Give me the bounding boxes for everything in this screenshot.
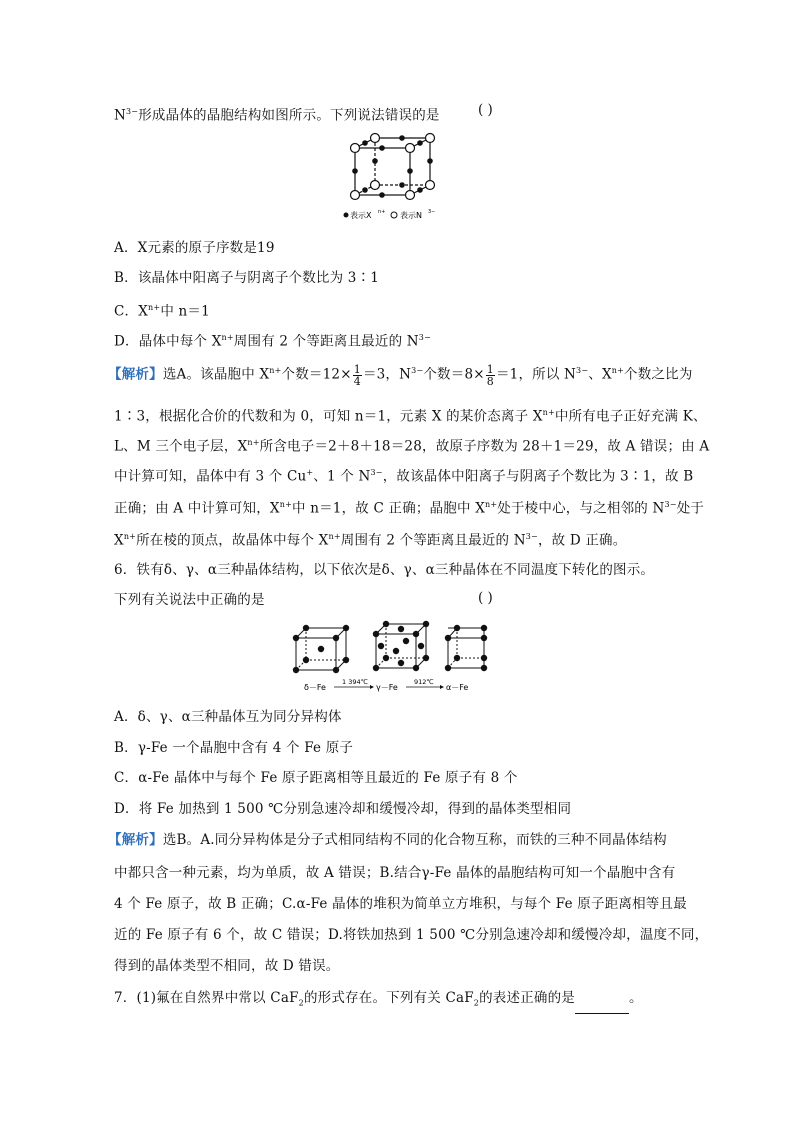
q6-answer-paren: ( ) bbox=[478, 590, 493, 606]
q6-analysis-line4: 近的 Fe 原子有 6 个，故 C 错误；D.将铁加热到 1 500 ℃分别急速冷却和缓慢冷却，温度不同， bbox=[114, 927, 709, 943]
q6-analysis-line2: 中都只含一种元素，均为单质，故 A 错误；B.结合γ-Fe 晶体的晶胞结构可知一个晶胞中含有 bbox=[114, 865, 676, 881]
q6-analysis-line3: 4 个 Fe 原子，故 B 正确；C.α-Fe 晶体的堆积为简单立方堆积，与每个 Fe 原子距离相等且最 bbox=[114, 896, 687, 912]
q5-stem: $N^{3-}$形成晶体的晶胞结构如图所示。下列说法错误的是 bbox=[114, 107, 440, 124]
q5-analysis-line6: $X^{n+}$所在棱的顶点，故晶体中每个 $X^{n+}$周围有 2 个等距离且最近的 $N^{3-}$，故 D 正确。 bbox=[114, 532, 627, 549]
q5-option-b: B．该晶体中阳离子与阴离子个数比为 3∶1 bbox=[114, 270, 380, 286]
q6-iron-crystal-figure bbox=[290, 618, 490, 698]
q5-answer-paren: ( ) bbox=[478, 102, 493, 118]
q5-analysis-line2: 1∶3，根据化合价的代数和为 0，可知 n＝1，元素 X 的某价态离子 $X^{n+}$中所有电子正好充满 K、 bbox=[114, 408, 707, 425]
q5-option-d: D．晶体中每个 $X^{n+}$周围有 2 个等距离且最近的 $N^{3-}$ bbox=[114, 333, 431, 350]
analysis-label: 【解析】 bbox=[108, 366, 163, 383]
svg-text:n+: n+ bbox=[378, 209, 386, 215]
q5-unit-cell-figure bbox=[340, 130, 450, 226]
fraction-1-8: $\frac{1}{8}$ bbox=[486, 362, 494, 388]
q5-option-c: C．$X^{n+}$中 n＝1 bbox=[114, 303, 210, 320]
q5-analysis-line4: 中计算可知，晶体中有 3 个 Cu+、1 个 $N^{3-}$，故该晶体中阳离子与阴离子个数比为 3∶1，故 B bbox=[114, 468, 694, 485]
svg-text:3−: 3− bbox=[428, 209, 436, 215]
q6-option-a: A．δ、γ、α三种晶体互为同分异构体 bbox=[114, 709, 342, 725]
q6-stem-line2: 下列有关说法中正确的是 bbox=[114, 592, 265, 608]
q7-stem: 7．(1)氟在自然界中常以 CaF$_2$的形式存在。下列有关 CaF$_2$的表述正确的是 。 bbox=[114, 988, 684, 1014]
svg-text:γ－Fe: γ－Fe bbox=[376, 683, 398, 692]
q6-option-b: B．γ-Fe 一个晶胞中含有 4 个 Fe 原子 bbox=[114, 740, 354, 756]
q6-option-c: C．α-Fe 晶体中与每个 Fe 原子距离相等且最近的 Fe 原子有 8 个 bbox=[114, 770, 518, 786]
fraction-1-4: $\frac{1}{4}$ bbox=[353, 362, 361, 388]
answer-blank[interactable] bbox=[575, 999, 629, 1014]
q6-analysis-line1: 【解析】选B。A.同分异构体是分子式相同结构不同的化合物互称，而铁的三种不同晶体结构 bbox=[108, 832, 667, 848]
q5-option-a: A．X元素的原子序数是19 bbox=[114, 240, 275, 256]
q5-analysis-line1: 【解析】选A。该晶胞中 $X^{n+}$个数＝12× $\frac{1}{4}$ ＝3，$N^{3-}$个数＝8× $\frac{1}{8}$ ＝1，所以 $N^{3-}$、$X^{n+}$个数之比为 bbox=[108, 362, 693, 388]
svg-text:1 394℃: 1 394℃ bbox=[342, 678, 368, 686]
q6-stem-line1: 6．铁有δ、γ、α三种晶体结构，以下依次是δ、γ、α三种晶体在不同温度下转化的图示。 bbox=[114, 562, 655, 578]
svg-text:α－Fe: α－Fe bbox=[446, 683, 469, 692]
q6-option-d: D．将 Fe 加热到 1 500 ℃分别急速冷却和缓慢冷却，得到的晶体类型相同 bbox=[114, 801, 572, 817]
q6-analysis-line5: 得到的晶体类型不相同，故 D 错误。 bbox=[114, 958, 340, 974]
legend-x-text: 表示X bbox=[350, 211, 372, 220]
q5-analysis-line3: L、M 三个电子层，$X^{n+}$所含电子＝2＋8＋18＝28，故原子序数为 28＋1＝29，故 A 错误；由 A bbox=[114, 438, 710, 455]
svg-text:912℃: 912℃ bbox=[414, 678, 434, 686]
q5-analysis-line5: 正确；由 A 中计算可知，$X^{n+}$中 n＝1，故 C 正确；晶胞中 $X^{n+}$处于棱中心，与之相邻的 $N^{3-}$处于 bbox=[114, 500, 705, 517]
legend-n-text: 表示N bbox=[400, 211, 422, 220]
analysis-label: 【解析】 bbox=[108, 832, 163, 848]
svg-text:δ－Fe: δ－Fe bbox=[304, 683, 326, 692]
